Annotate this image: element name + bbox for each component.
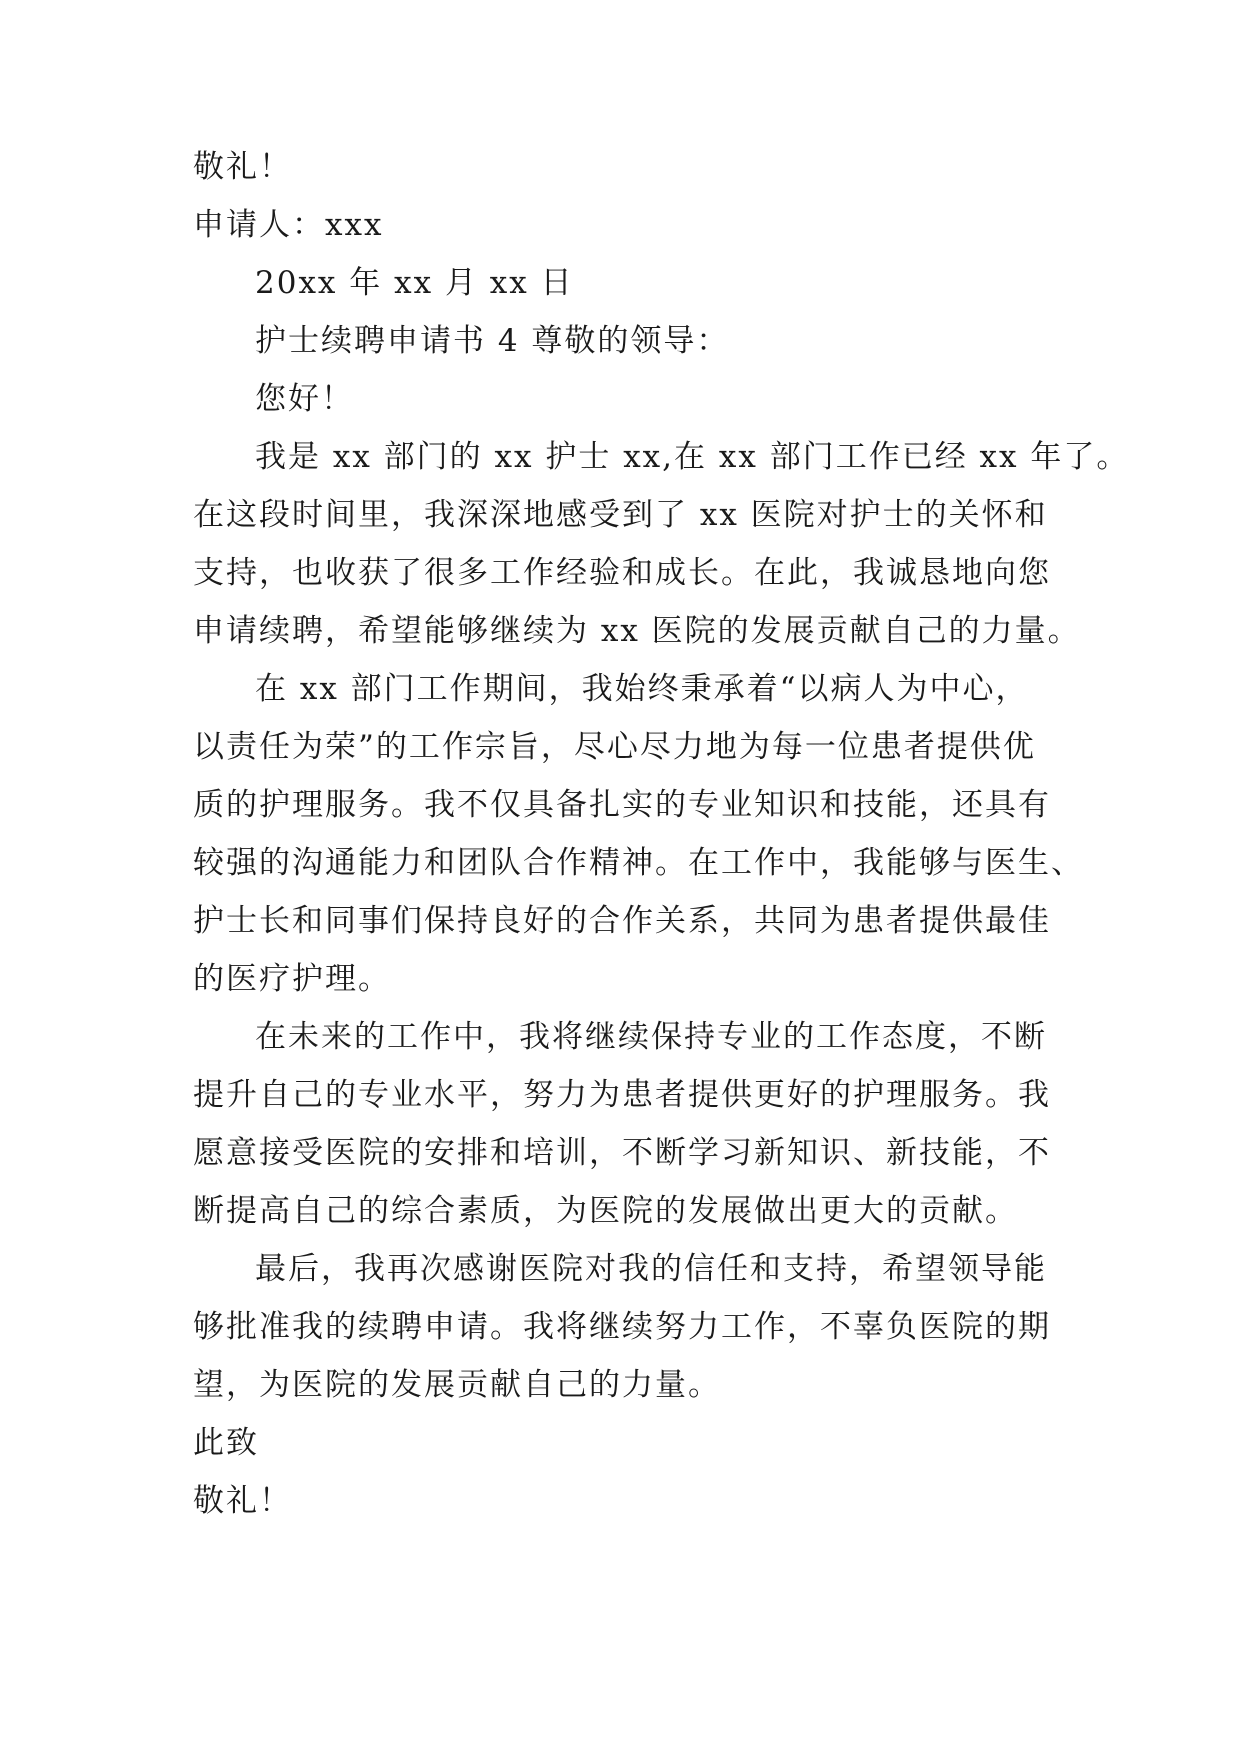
closing-zhizhi: 此致 [193, 1425, 259, 1461]
paragraph-1-line-3: 支持，也收获了很多工作经验和成长。在此，我诚恳地向您 [193, 555, 1051, 591]
paragraph-3-line-1: 在未来的工作中，我将继续保持专业的工作态度，不断 [255, 1019, 1047, 1055]
paragraph-2-line-1: 在 xx 部门工作期间，我始终秉承着“以病人为中心， [255, 671, 1029, 707]
paragraph-2-line-6: 的医疗护理。 [193, 961, 391, 997]
hello-line: 您好！ [255, 381, 354, 417]
paragraph-4-line-2: 够批准我的续聘申请。我将继续努力工作，不辜负医院的期 [193, 1309, 1051, 1345]
paragraph-4-line-1: 最后，我再次感谢医院对我的信任和支持，希望领导能 [255, 1251, 1047, 1287]
paragraph-2-line-2: 以责任为荣”的工作宗旨，尽心尽力地为每一位患者提供优 [193, 729, 1036, 765]
paragraph-1-line-1: 我是 xx 部门的 xx 护士 xx,在 xx 部门工作已经 xx 年了。 [255, 439, 1130, 475]
paragraph-2-line-4: 较强的沟通能力和团队合作精神。在工作中，我能够与医生、 [193, 845, 1084, 881]
paragraph-3-line-3: 愿意接受医院的安排和培训，不断学习新知识、新技能，不 [193, 1135, 1051, 1171]
paragraph-1-line-2: 在这段时间里，我深深地感受到了 xx 医院对护士的关怀和 [193, 497, 1048, 533]
title-greeting-line: 护士续聘申请书 4 尊敬的领导： [255, 323, 730, 359]
closing-salute-top: 敬礼！ [193, 149, 292, 185]
closing-salute-bottom: 敬礼！ [193, 1483, 292, 1519]
paragraph-3-line-4: 断提高自己的综合素质，为医院的发展做出更大的贡献。 [193, 1193, 1018, 1229]
applicant-line: 申请人：xxx [193, 207, 384, 243]
paragraph-4-line-3: 望，为医院的发展贡献自己的力量。 [193, 1367, 721, 1403]
paragraph-1-line-4: 申请续聘，希望能够继续为 xx 医院的发展贡献自己的力量。 [193, 613, 1081, 649]
date-line: 20xx 年 xx 月 xx 日 [255, 265, 574, 301]
paragraph-3-line-2: 提升自己的专业水平，努力为患者提供更好的护理服务。我 [193, 1077, 1051, 1113]
paragraph-2-line-5: 护士长和同事们保持良好的合作关系，共同为患者提供最佳 [193, 903, 1051, 939]
paragraph-2-line-3: 质的护理服务。我不仅具备扎实的专业知识和技能，还具有 [193, 787, 1051, 823]
